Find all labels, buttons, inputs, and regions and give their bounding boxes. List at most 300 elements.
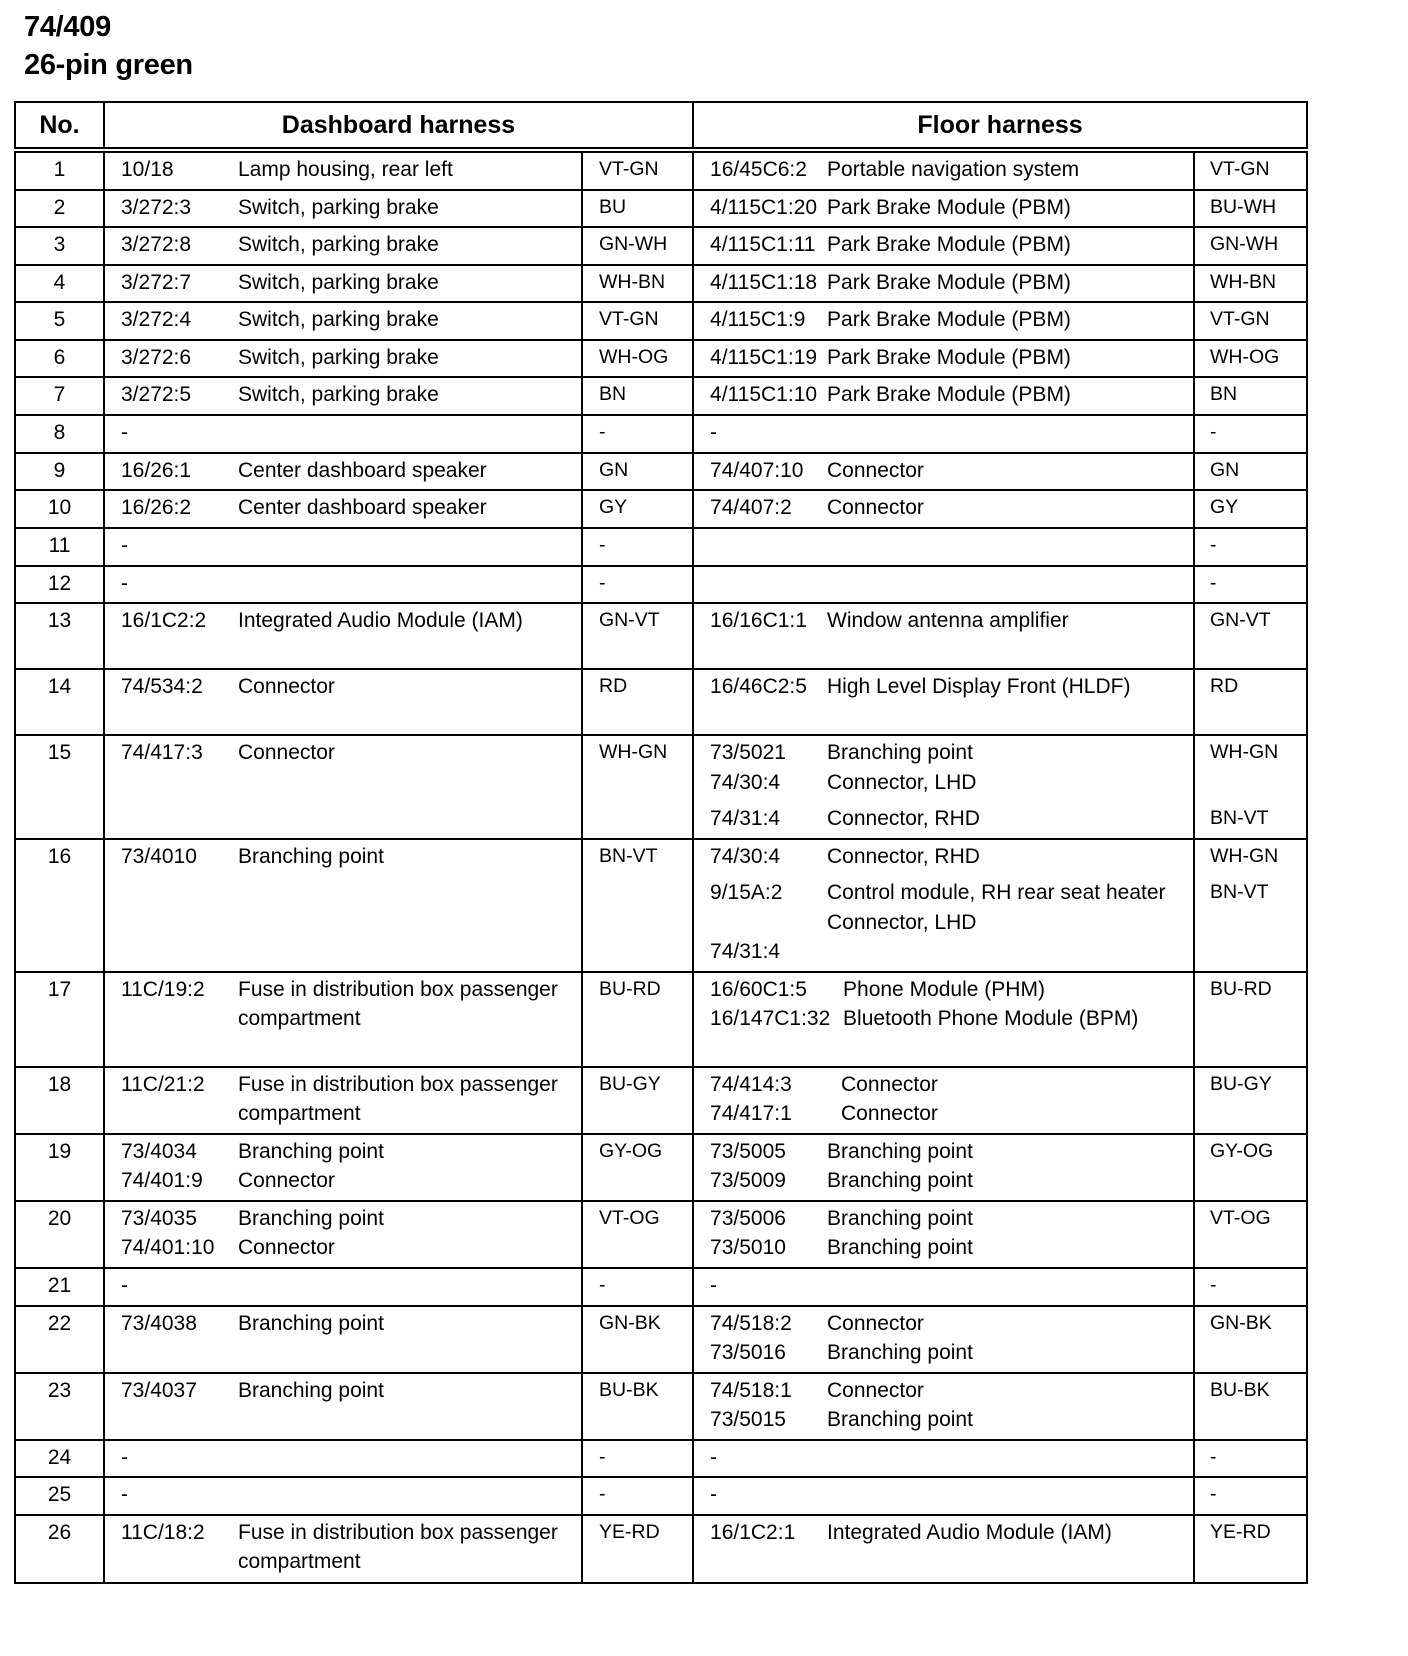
pin-number: 20 — [15, 1201, 104, 1268]
pin-number: 2 — [15, 190, 104, 228]
floor-ref: 74/518:1 — [710, 1378, 792, 1402]
dashboard-ref: 16/1C2:2 — [121, 609, 207, 632]
floor-ref: 4/115C1:10 — [710, 383, 818, 406]
dashboard-desc-cell — [238, 453, 582, 491]
connector-description: 26-pin green — [24, 49, 193, 81]
floor-wire-color — [1194, 603, 1307, 669]
pin-number: 11 — [15, 528, 104, 566]
dashboard-ref-cell — [104, 735, 238, 839]
dashboard-desc-cell — [238, 1268, 582, 1306]
floor-color-secondary: BN-VT — [1210, 881, 1269, 903]
table-row — [15, 377, 1307, 415]
pin-number: 1 — [15, 150, 104, 190]
pin-number: 6 — [15, 340, 104, 378]
floor-desc: Branching point — [827, 741, 973, 764]
floor-desc-cell — [827, 302, 1194, 340]
dashboard-desc: Switch, parking brake — [238, 345, 439, 369]
floor-desc: Connector — [841, 1072, 938, 1096]
dashboard-ref: 16/26:1 — [121, 458, 192, 482]
floor-desc: Bluetooth Phone Module (BPM) — [843, 1007, 1139, 1030]
pin-number: 22 — [15, 1306, 104, 1373]
dashboard-desc-cell — [238, 227, 582, 265]
floor-desc-cell — [827, 453, 1194, 491]
dashboard-desc-cell — [238, 1515, 582, 1583]
dashboard-desc: Center dashboard speaker — [238, 458, 487, 482]
dashboard-ref-cell — [104, 227, 238, 265]
table-row — [15, 340, 1307, 378]
dashboard-desc: Lamp housing, rear left — [238, 158, 453, 181]
floor-color-primary: - — [1210, 1445, 1217, 1468]
floor-color-primary: GN-BK — [1210, 1311, 1272, 1334]
dashboard-desc-cell — [238, 1477, 582, 1515]
floor-ref: 73/5016 — [710, 1341, 786, 1364]
pin-number: 14 — [15, 669, 104, 735]
floor-desc-cell — [827, 669, 1194, 735]
floor-ref: 16/1C2:1 — [710, 1520, 796, 1544]
floor-ref: 73/5015 — [710, 1408, 786, 1431]
pin-number: 5 — [15, 302, 104, 340]
dashboard-desc: Switch, parking brake — [238, 233, 439, 256]
dashboard-ref: - — [121, 1483, 128, 1506]
floor-desc: Branching point — [827, 1206, 973, 1230]
floor-color-primary: GY — [1210, 496, 1239, 518]
floor-desc-cell — [827, 1306, 1194, 1373]
dashboard-ref-cell — [104, 377, 238, 415]
floor-ref: 73/5006 — [710, 1206, 786, 1230]
floor-ref: 16/46C2:5 — [710, 675, 807, 698]
table-row — [15, 1134, 1307, 1201]
table-row — [15, 490, 1307, 528]
floor-ref-cell — [693, 227, 827, 265]
floor-desc: Connector — [841, 1102, 938, 1125]
dashboard-desc: Switch, parking brake — [238, 195, 439, 219]
floor-ref-cell — [693, 265, 827, 303]
floor-desc-cell — [827, 735, 1194, 839]
floor-ref: 73/5009 — [710, 1169, 786, 1192]
dashboard-wire-color: WH-GN — [582, 735, 693, 839]
floor-ref-cell — [693, 669, 827, 735]
floor-ref-cell — [693, 1201, 827, 1268]
table-row — [15, 1440, 1307, 1478]
floor-desc-cell — [827, 1373, 1194, 1440]
dashboard-wire-color: GN-VT — [582, 603, 693, 669]
dashboard-ref-cell — [104, 566, 238, 604]
dashboard-ref: 11C/19:2 — [121, 977, 205, 1001]
floor-desc-cell — [827, 1201, 1194, 1268]
dashboard-wire-color: GN — [582, 453, 693, 491]
floor-ref-cell — [693, 415, 827, 453]
floor-desc: Park Brake Module (PBM) — [827, 233, 1071, 256]
dashboard-ref-cell — [104, 1515, 238, 1583]
dashboard-desc-cell — [238, 302, 582, 340]
dashboard-ref: 3/272:3 — [121, 195, 192, 219]
floor-ref-cell — [693, 839, 827, 972]
floor-wire-color — [1194, 150, 1307, 190]
floor-ref: 74/407:10 — [710, 458, 804, 482]
dashboard-ref-cell — [104, 1134, 238, 1201]
pin-number: 9 — [15, 453, 104, 491]
floor-ref: 16/147C1:32 — [710, 1007, 831, 1030]
dashboard-desc: Branching point — [238, 844, 384, 868]
pin-number: 8 — [15, 415, 104, 453]
header-dashboard-harness: Dashboard harness — [104, 102, 693, 150]
dashboard-desc: Branching point — [238, 1311, 384, 1335]
floor-desc: Branching point — [827, 1341, 973, 1364]
floor-wire-color — [1194, 1134, 1307, 1201]
floor-color-primary: BN — [1210, 383, 1238, 405]
floor-desc-cell — [827, 265, 1194, 303]
dashboard-ref-cell — [104, 453, 238, 491]
table-row — [15, 1306, 1307, 1373]
floor-color-secondary: BN-VT — [1210, 807, 1269, 829]
floor-desc: Integrated Audio Module (IAM) — [827, 1520, 1112, 1544]
floor-color-primary: - — [1210, 534, 1217, 556]
dashboard-wire-color: BN-VT — [582, 839, 693, 972]
floor-wire-color — [1194, 669, 1307, 735]
floor-desc: Connector, RHD — [827, 807, 980, 830]
table-row — [15, 265, 1307, 303]
floor-color-primary: BU-GY — [1210, 1072, 1272, 1095]
floor-ref: 74/31:4 — [710, 807, 781, 830]
table-row — [15, 1515, 1307, 1583]
floor-color-primary: WH-GN — [1210, 844, 1279, 867]
floor-desc: Portable navigation system — [827, 158, 1080, 181]
dashboard-ref-cell — [104, 669, 238, 735]
floor-wire-color — [1194, 972, 1307, 1067]
floor-wire-color — [1194, 190, 1307, 228]
pin-number: 7 — [15, 377, 104, 415]
dashboard-desc-cell — [238, 972, 582, 1067]
table-row — [15, 528, 1307, 566]
floor-desc-cell — [827, 490, 1194, 528]
floor-desc-cell — [827, 150, 1194, 190]
floor-ref-cell — [693, 735, 827, 839]
floor-wire-color — [1194, 265, 1307, 303]
dashboard-ref: 3/272:5 — [121, 383, 192, 406]
dashboard-wire-color: WH-OG — [582, 340, 693, 378]
dashboard-desc: Center dashboard speaker — [238, 496, 487, 519]
floor-desc-cell — [827, 1477, 1194, 1515]
dashboard-ref-cell — [104, 603, 238, 669]
dashboard-ref-cell — [104, 490, 238, 528]
dashboard-ref: - — [121, 1445, 128, 1469]
dashboard-desc-cell — [238, 415, 582, 453]
floor-ref-cell — [693, 1134, 827, 1201]
dashboard-desc: Fuse in distribution box passenger compartment — [238, 1072, 558, 1125]
table-row — [15, 1067, 1307, 1134]
dashboard-desc: Connector — [238, 741, 335, 764]
dashboard-wire-color: BU-RD — [582, 972, 693, 1067]
floor-ref-cell — [693, 1373, 827, 1440]
dashboard-wire-color: - — [582, 566, 693, 604]
table-row — [15, 735, 1307, 839]
floor-desc: Branching point — [827, 1169, 973, 1192]
dashboard-desc: Branching point — [238, 1206, 384, 1230]
table-header-row — [15, 102, 1307, 150]
dashboard-ref-cell — [104, 190, 238, 228]
floor-desc-cell — [827, 415, 1194, 453]
floor-ref: 74/417:1 — [710, 1102, 792, 1125]
floor-desc: High Level Display Front (HLDF) — [827, 675, 1131, 698]
dashboard-desc-cell — [238, 669, 582, 735]
header-floor-harness: Floor harness — [693, 102, 1307, 150]
floor-desc: Connector, RHD — [827, 844, 980, 868]
floor-ref: - — [710, 1273, 718, 1297]
floor-wire-color — [1194, 415, 1307, 453]
dashboard-wire-color: - — [582, 1268, 693, 1306]
dashboard-desc-cell — [238, 190, 582, 228]
dashboard-ref: - — [121, 534, 128, 557]
dashboard-wire-color: - — [582, 528, 693, 566]
dashboard-ref: 3/272:6 — [121, 345, 192, 369]
table-row — [15, 1201, 1307, 1268]
floor-ref: 4/115C1:19 — [710, 345, 818, 369]
pin-number: 10 — [15, 490, 104, 528]
pin-number: 15 — [15, 735, 104, 839]
dashboard-wire-color: - — [582, 1477, 693, 1515]
floor-wire-color — [1194, 1515, 1307, 1583]
floor-wire-color — [1194, 839, 1307, 972]
floor-desc-cell — [827, 377, 1194, 415]
dashboard-desc-cell — [238, 1134, 582, 1201]
floor-wire-color — [1194, 340, 1307, 378]
floor-color-primary: - — [1210, 1483, 1217, 1505]
floor-wire-color — [1194, 1067, 1307, 1134]
table-row — [15, 1477, 1307, 1515]
dashboard-desc-cell — [238, 1306, 582, 1373]
dashboard-ref: 74/534:2 — [121, 675, 203, 698]
floor-desc-cell — [827, 972, 1194, 1067]
floor-ref-cell — [693, 453, 827, 491]
floor-desc-cell — [827, 839, 1194, 972]
floor-wire-color — [1194, 1373, 1307, 1440]
dashboard-ref-cell — [104, 1440, 238, 1478]
table-row — [15, 972, 1307, 1067]
floor-desc: Phone Module (PHM) — [843, 977, 1045, 1001]
dashboard-wire-color: VT-OG — [582, 1201, 693, 1268]
title-block — [24, 8, 193, 84]
dashboard-ref: 16/26:2 — [121, 496, 192, 519]
dashboard-desc: Integrated Audio Module (IAM) — [238, 609, 523, 632]
floor-desc: Park Brake Module (PBM) — [827, 383, 1071, 406]
dashboard-ref: 3/272:7 — [121, 270, 192, 294]
dashboard-ref-cell — [104, 1306, 238, 1373]
dashboard-wire-color: GY-OG — [582, 1134, 693, 1201]
floor-color-primary: GN — [1210, 458, 1240, 481]
floor-wire-color — [1194, 566, 1307, 604]
floor-ref: 73/5021 — [710, 741, 786, 764]
floor-color-primary: - — [1210, 1273, 1217, 1296]
floor-desc-cell — [827, 1268, 1194, 1306]
dashboard-wire-color: RD — [582, 669, 693, 735]
dashboard-ref: 73/4038 — [121, 1311, 197, 1335]
floor-ref: 4/115C1:9 — [710, 308, 806, 331]
floor-desc-cell — [827, 528, 1194, 566]
dashboard-wire-color: BN — [582, 377, 693, 415]
dashboard-desc-cell — [238, 377, 582, 415]
dashboard-ref-cell — [104, 150, 238, 190]
dashboard-wire-color: VT-GN — [582, 302, 693, 340]
dashboard-ref: 3/272:8 — [121, 233, 192, 256]
pin-number: 12 — [15, 566, 104, 604]
floor-desc: Park Brake Module (PBM) — [827, 195, 1071, 219]
floor-ref-cell — [693, 1306, 827, 1373]
table-row — [15, 227, 1307, 265]
floor-ref-cell — [693, 1067, 827, 1134]
floor-color-primary: GN-VT — [1210, 609, 1271, 631]
dashboard-desc-cell — [238, 839, 582, 972]
floor-ref-cell — [693, 490, 827, 528]
dashboard-ref-cell — [104, 1373, 238, 1440]
table-row — [15, 603, 1307, 669]
floor-ref: 74/30:4 — [710, 844, 781, 868]
dashboard-wire-color: - — [582, 1440, 693, 1478]
dashboard-ref-cell — [104, 302, 238, 340]
dashboard-ref-cell — [104, 1268, 238, 1306]
dashboard-ref: 10/18 — [121, 158, 174, 181]
pin-number: 4 — [15, 265, 104, 303]
floor-ref: - — [710, 420, 718, 444]
dashboard-ref-cell — [104, 1201, 238, 1268]
floor-ref: 74/407:2 — [710, 496, 792, 519]
floor-ref-cell — [693, 190, 827, 228]
dashboard-desc: Branching point — [238, 1378, 384, 1402]
pin-number: 21 — [15, 1268, 104, 1306]
floor-desc-cell — [827, 190, 1194, 228]
dashboard-ref: 74/401:10 — [121, 1236, 215, 1259]
dashboard-wire-color: BU-GY — [582, 1067, 693, 1134]
table-row — [15, 566, 1307, 604]
floor-wire-color — [1194, 302, 1307, 340]
dashboard-ref: 73/4035 — [121, 1206, 197, 1230]
floor-desc: Connector — [827, 458, 924, 482]
table-row — [15, 302, 1307, 340]
table-row — [15, 453, 1307, 491]
table-row — [15, 1373, 1307, 1440]
floor-wire-color — [1194, 1201, 1307, 1268]
dashboard-ref: 11C/18:2 — [121, 1520, 205, 1544]
dashboard-ref-cell — [104, 528, 238, 566]
dashboard-desc-cell — [238, 265, 582, 303]
dashboard-ref-cell — [104, 972, 238, 1067]
dashboard-ref: 3/272:4 — [121, 308, 192, 331]
floor-color-primary: WH-GN — [1210, 741, 1279, 763]
dashboard-desc-cell — [238, 1373, 582, 1440]
floor-wire-color — [1194, 1306, 1307, 1373]
floor-desc-cell — [827, 566, 1194, 604]
floor-desc-cell — [827, 1067, 1194, 1134]
floor-wire-color — [1194, 227, 1307, 265]
pin-number: 23 — [15, 1373, 104, 1440]
floor-desc: Connector, LHD — [827, 910, 977, 934]
floor-desc: Branching point — [827, 1139, 973, 1163]
dashboard-ref: 74/417:3 — [121, 741, 203, 764]
floor-ref: 4/115C1:18 — [710, 270, 818, 294]
floor-desc: Connector — [827, 1378, 924, 1402]
dashboard-wire-color: YE-RD — [582, 1515, 693, 1583]
dashboard-desc-cell — [238, 528, 582, 566]
dashboard-desc: Switch, parking brake — [238, 308, 439, 331]
dashboard-desc: Fuse in distribution box passenger compartment — [238, 977, 558, 1030]
table-row — [15, 669, 1307, 735]
dashboard-desc: Branching point — [238, 1139, 384, 1163]
header-no: No. — [15, 102, 104, 150]
connector-id: 74/409 — [24, 11, 111, 43]
dashboard-wire-color: WH-BN — [582, 265, 693, 303]
floor-desc-cell — [827, 603, 1194, 669]
dashboard-ref: - — [121, 1273, 128, 1297]
dashboard-desc: Switch, parking brake — [238, 383, 439, 406]
floor-color-primary: WH-OG — [1210, 345, 1280, 368]
floor-ref: 4/115C1:20 — [710, 195, 818, 219]
dashboard-desc-cell — [238, 603, 582, 669]
dashboard-desc: Connector — [238, 1236, 335, 1259]
floor-desc-cell — [827, 1440, 1194, 1478]
floor-ref: 74/30:4 — [710, 770, 781, 794]
pin-number: 25 — [15, 1477, 104, 1515]
floor-wire-color — [1194, 735, 1307, 839]
pin-number: 26 — [15, 1515, 104, 1583]
dashboard-ref-cell — [104, 415, 238, 453]
floor-color-primary: - — [1210, 571, 1217, 594]
floor-ref: 16/16C1:1 — [710, 609, 807, 632]
floor-desc: Branching point — [827, 1408, 973, 1431]
dashboard-wire-color: GY — [582, 490, 693, 528]
floor-wire-color — [1194, 453, 1307, 491]
dashboard-ref: 74/401:9 — [121, 1169, 203, 1192]
dashboard-desc-cell — [238, 340, 582, 378]
pin-number: 13 — [15, 603, 104, 669]
table-row — [15, 839, 1307, 972]
floor-color-primary: GN-WH — [1210, 233, 1279, 255]
dashboard-wire-color: VT-GN — [582, 150, 693, 190]
floor-wire-color — [1194, 377, 1307, 415]
floor-color-primary: WH-BN — [1210, 270, 1277, 293]
pin-number: 17 — [15, 972, 104, 1067]
floor-color-primary: BU-WH — [1210, 195, 1277, 218]
floor-ref: 9/15A:2 — [710, 881, 783, 904]
floor-desc-cell — [827, 340, 1194, 378]
floor-wire-color — [1194, 490, 1307, 528]
floor-desc: Connector — [827, 1311, 924, 1335]
dashboard-desc: Connector — [238, 1169, 335, 1192]
floor-desc-cell — [827, 1515, 1194, 1583]
floor-color-primary: RD — [1210, 675, 1239, 697]
floor-ref: 74/31:4 — [710, 940, 781, 963]
dashboard-desc: Switch, parking brake — [238, 270, 439, 294]
floor-ref-cell — [693, 1515, 827, 1583]
floor-desc: Control module, RH rear seat heater — [827, 881, 1166, 904]
floor-ref-cell — [693, 377, 827, 415]
floor-ref: 16/60C1:5 — [710, 977, 807, 1001]
table-row — [15, 190, 1307, 228]
dashboard-desc-cell — [238, 1067, 582, 1134]
dashboard-desc-cell — [238, 1201, 582, 1268]
floor-color-primary: VT-OG — [1210, 1206, 1271, 1229]
dashboard-ref: 73/4037 — [121, 1378, 197, 1402]
floor-ref: 74/518:2 — [710, 1311, 792, 1335]
floor-ref: 73/5005 — [710, 1139, 786, 1163]
floor-ref-cell — [693, 1477, 827, 1515]
pin-number: 19 — [15, 1134, 104, 1201]
dashboard-desc-cell — [238, 566, 582, 604]
floor-ref-cell — [693, 302, 827, 340]
floor-ref: 73/5010 — [710, 1236, 786, 1259]
floor-wire-color — [1194, 1268, 1307, 1306]
floor-ref: 4/115C1:11 — [710, 233, 816, 256]
floor-desc-cell — [827, 1134, 1194, 1201]
pin-assignment-table — [14, 101, 1308, 1584]
